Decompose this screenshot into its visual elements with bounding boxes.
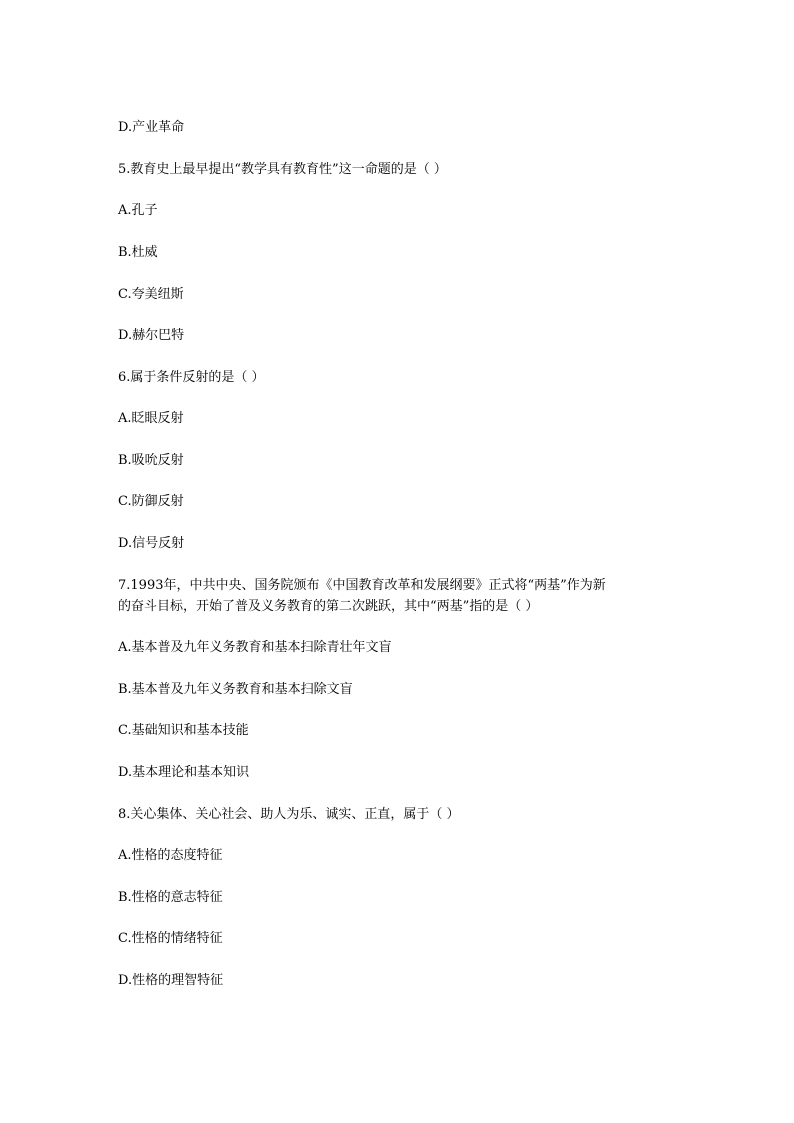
- q7-option-a: A.基本普及九年义务教育和基本扫除青壮年文盲: [118, 640, 392, 655]
- q6-option-a: A.眨眼反射: [118, 411, 184, 426]
- q7-option-c: C.基础知识和基本技能: [118, 723, 249, 738]
- q5-question: 5.教育史上最早提出“教学具有教育性”这一命题的是（ ）: [118, 162, 447, 177]
- q8-option-b: B.性格的意志特征: [118, 890, 223, 905]
- q8-option-a: A.性格的态度特征: [118, 848, 223, 863]
- q8-option-c: C.性格的情绪特征: [118, 931, 223, 946]
- q6-option-d: D.信号反射: [118, 536, 185, 551]
- q5-option-c: C.夸美纽斯: [118, 287, 184, 302]
- q6-question: 6.属于条件反射的是（ ）: [118, 370, 265, 385]
- q8-question: 8.关心集体、关心社会、助人为乐、诚实、正直，属于（ ）: [118, 807, 460, 822]
- q5-option-b: B.杜威: [118, 245, 158, 260]
- q5-option-d: D.赫尔巴特: [118, 328, 185, 343]
- q7-question-line-1: 7.1993年，中共中央、国务院颁布《中国教育改革和发展纲要》正式将“两基”作为新: [118, 578, 606, 593]
- q5-option-a: A.孔子: [118, 203, 158, 218]
- q8-option-d: D.性格的理智特征: [118, 973, 224, 988]
- q7-option-b: B.基本普及九年义务教育和基本扫除文盲: [118, 682, 353, 697]
- q7-question-line-2: 的奋斗目标，开始了普及义务教育的第二次跳跃，其中“两基”指的是（ ）: [118, 599, 539, 614]
- q4-option-d: D.产业革命: [118, 120, 185, 135]
- q6-option-c: C.防御反射: [118, 494, 184, 509]
- q6-option-b: B.吸吮反射: [118, 453, 184, 468]
- q7-option-d: D.基本理论和基本知识: [118, 765, 250, 780]
